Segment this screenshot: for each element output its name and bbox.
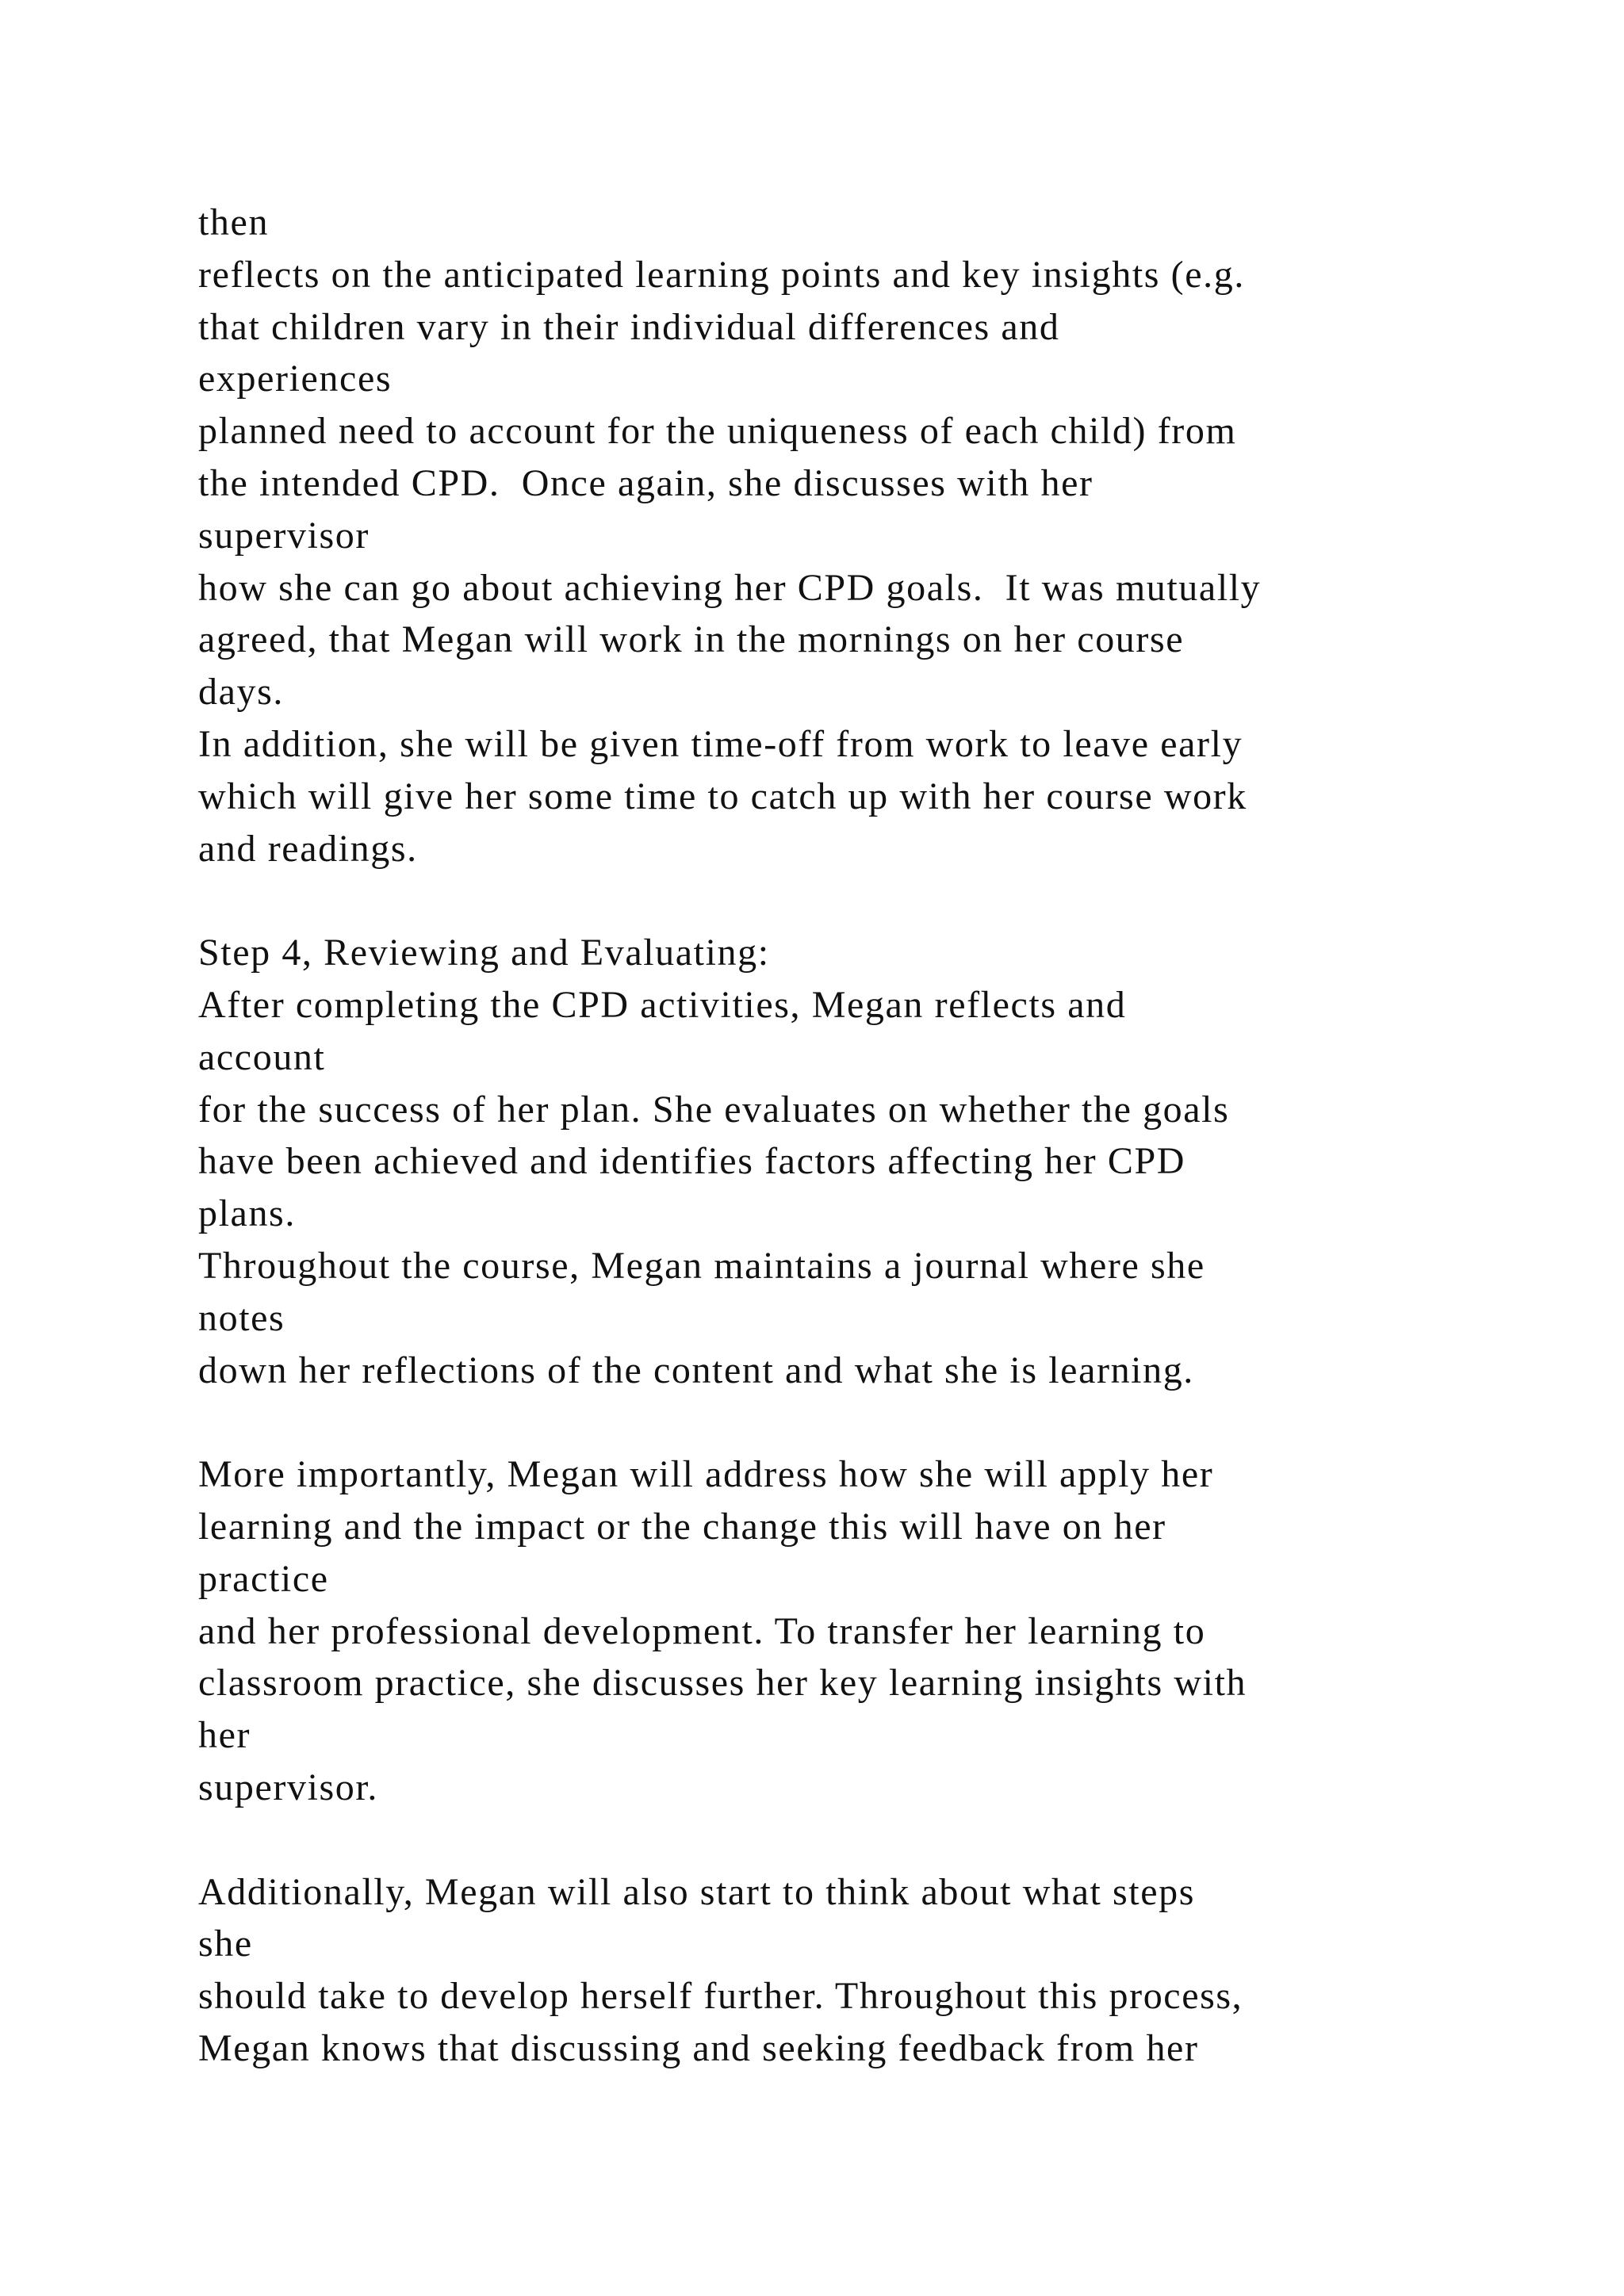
text-line: days.: [198, 671, 284, 714]
text-line: classroom practice, she discusses her key learning insights with: [198, 1662, 1247, 1705]
text-line: then: [198, 201, 270, 243]
text-line: Step 4, Reviewing and Evaluating:: [198, 932, 770, 974]
text-line: supervisor: [198, 514, 370, 557]
blank-line: [198, 874, 1610, 927]
text-line: After completing the CPD activities, Megan reflects and: [198, 983, 1127, 1026]
text-line: that children vary in their individual differences and: [198, 305, 1060, 348]
document-body: [198, 197, 1610, 2075]
text-line: which will give her some time to catch up with her course work: [198, 775, 1247, 817]
text-line: the intended CPD. Once again, she discusses with her: [198, 461, 1094, 504]
text-line: she: [198, 1923, 253, 1965]
blank-line: [198, 1814, 1610, 1866]
text-line: account: [198, 1035, 326, 1078]
blank-line: [198, 1396, 1610, 1448]
text-line: agreed, that Megan will work in the mornings on her course: [198, 618, 1185, 661]
text-line: learning and the impact or the change this will have on her: [198, 1505, 1166, 1548]
text-line: for the success of her plan. She evaluates on whether the goals: [198, 1088, 1230, 1131]
text-line: planned need to account for the uniqueness of each child) from: [198, 410, 1237, 453]
text-line: experiences: [198, 358, 393, 400]
text-line: down her reflections of the content and what she is learning.: [198, 1349, 1194, 1391]
text-line: should take to develop herself further. Throughout this process,: [198, 1975, 1243, 2018]
text-line: plans.: [198, 1192, 296, 1235]
text-line: and readings.: [198, 827, 418, 870]
text-line: notes: [198, 1296, 285, 1339]
text-line: supervisor.: [198, 1766, 378, 1808]
text-line: and her professional development. To transfer her learning to: [198, 1609, 1206, 1652]
text-line: More importantly, Megan will address how she will apply her: [198, 1453, 1214, 1496]
text-line: Additionally, Megan will also start to think about what steps: [198, 1870, 1196, 1913]
text-line: In addition, she will be given time-off from work to leave early: [198, 722, 1243, 765]
text-line: have been achieved and identifies factors affecting her CPD: [198, 1140, 1186, 1183]
text-line: her: [198, 1714, 251, 1757]
text-line: how she can go about achieving her CPD goals. It was mutually: [198, 566, 1262, 609]
text-line: practice: [198, 1557, 329, 1600]
text-line: Throughout the course, Megan maintains a journal where she: [198, 1244, 1205, 1287]
text-line: Megan knows that discussing and seeking feedback from her: [198, 2026, 1199, 2069]
text-line: reflects on the anticipated learning points and key insights (e.g.: [198, 253, 1245, 296]
